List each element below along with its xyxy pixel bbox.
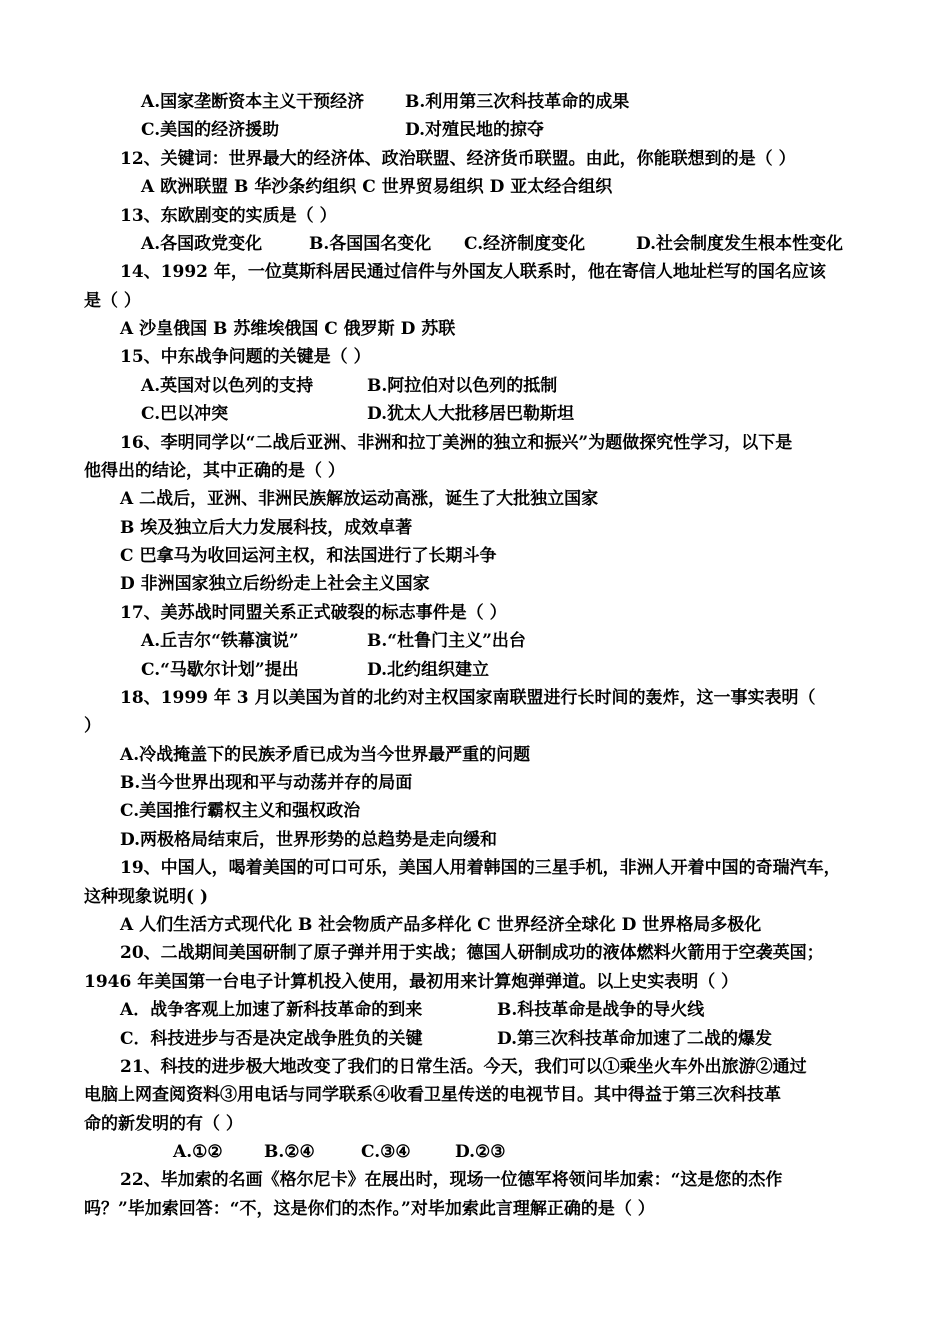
option-a: A．战争客观上加速了新科技革命的到来 [120,1000,423,1020]
question-16: 16、李明同学以“二战后亚洲、非洲和拉丁美洲的独立和振兴”为题做探究性学习，以下是 [120,433,793,453]
option-d: D.犹太人大批移居巴勒斯坦 [367,404,575,424]
option-c: C.③④ [361,1142,411,1162]
question-14: 14、1992 年，一位莫斯科居民通过信件与外国友人联系时，他在寄信人地址栏写的国名应该 [120,262,826,282]
question-21-cont: 命的新发明的有（ ） [84,1114,243,1134]
question-18-option-d: D.两极格局结束后，世界形势的总趋势是走向缓和 [120,830,498,850]
question-19: 19、中国人，喝着美国的可口可乐，美国人用着韩国的三星手机，非洲人开着中国的奇瑞汽车， [120,858,841,878]
option-d: D.北约组织建立 [367,660,490,680]
question-12-options: A 欧洲联盟 B 华沙条约组织 C 世界贸易组织 D 亚太经合组织 [141,177,613,197]
option-b: B.利用第三次科技革命的成果 [405,92,630,112]
question-16-option-b: B 埃及独立后大力发展科技，成效卓著 [120,518,413,538]
question-19-cont: 这种现象说明( ) [84,887,209,907]
question-17: 17、美苏战时同盟关系正式破裂的标志事件是（ ） [120,603,507,623]
option-b: B.“杜鲁门主义”出台 [367,631,526,651]
option-c: C.美国的经济援助 [141,120,280,140]
question-18-option-c: C.美国推行霸权主义和强权政治 [120,801,361,821]
question-20: 20、二战期间美国研制了原子弹并用于实战；德国人研制成功的液体燃料火箭用于空袭英国； [120,943,824,963]
question-16-option-a: A 二战后，亚洲、非洲民族解放运动高涨，诞生了大批独立国家 [120,489,599,509]
question-12: 12、关键词：世界最大的经济体、政治联盟、经济货币联盟。由此，你能联想到的是（ ） [120,149,796,169]
question-15: 15、中东战争问题的关键是（ ） [120,347,371,367]
question-18-cont: ） [84,716,101,736]
question-20-cont: 1946 年美国第一台电子计算机投入使用，最初用来计算炮弹弹道。以上史实表明（ ） [84,972,739,992]
option-b: B.科技革命是战争的导火线 [497,1000,705,1020]
option-a: A.各国政党变化 [141,234,263,254]
option-b: B.②④ [264,1142,315,1162]
question-16-option-d: D 非洲国家独立后纷纷走上社会主义国家 [120,574,430,594]
question-16-cont: 他得出的结论，其中正确的是（ ） [84,461,345,481]
question-22-cont: 吗？”毕加索回答：“不，这是你们的杰作。”对毕加索此言理解正确的是（ ） [84,1199,655,1219]
question-21: 21、科技的进步极大地改变了我们的日常生活。今天，我们可以①乘坐火车外出旅游②通过 [120,1057,807,1077]
question-21-cont: 电脑上网查阅资料③用电话与同学联系④收看卫星传送的电视节目。其中得益于第三次科技革 [84,1085,781,1105]
question-18-option-a: A.冷战掩盖下的民族矛盾已成为当今世界最严重的问题 [120,745,531,765]
question-19-options: A 人们生活方式现代化 B 社会物质产品多样化 C 世界经济全球化 D 世界格局多极化 [120,915,762,935]
option-d: D.②③ [455,1142,506,1162]
option-a: A.英国对以色列的支持 [141,376,314,396]
option-d: D.社会制度发生根本性变化 [636,234,844,254]
option-d: D.对殖民地的掠夺 [405,120,545,140]
option-d: D.第三次科技革命加速了二战的爆发 [497,1029,773,1049]
question-14-cont: 是（ ） [84,291,141,311]
option-c: C.“马歇尔计划”提出 [141,660,299,680]
option-c: C.巴以冲突 [141,404,229,424]
question-22: 22、毕加索的名画《格尔尼卡》在展出时，现场一位德军将领问毕加索：“这是您的杰作 [120,1170,783,1190]
option-a: A.①② [173,1142,223,1162]
question-14-options: A 沙皇俄国 B 苏维埃俄国 C 俄罗斯 D 苏联 [120,319,456,339]
option-b: B.阿拉伯对以色列的抵制 [367,376,558,396]
question-16-option-c: C 巴拿马为收回运河主权，和法国进行了长期斗争 [120,546,497,566]
option-c: C．科技进步与否是决定战争胜负的关键 [120,1029,423,1049]
question-18-option-b: B.当今世界出现和平与动荡并存的局面 [120,773,413,793]
option-b: B.各国国名变化 [309,234,432,254]
option-a: A.丘吉尔“铁幕演说” [141,631,299,651]
option-a: A.国家垄断资本主义干预经济 [141,92,365,112]
option-c: C.经济制度变化 [464,234,586,254]
question-18: 18、1999 年 3 月以美国为首的北约对主权国家南联盟进行长时间的轰炸，这一事实表明（ [120,688,816,708]
question-13: 13、东欧剧变的实质是（ ） [120,206,337,226]
